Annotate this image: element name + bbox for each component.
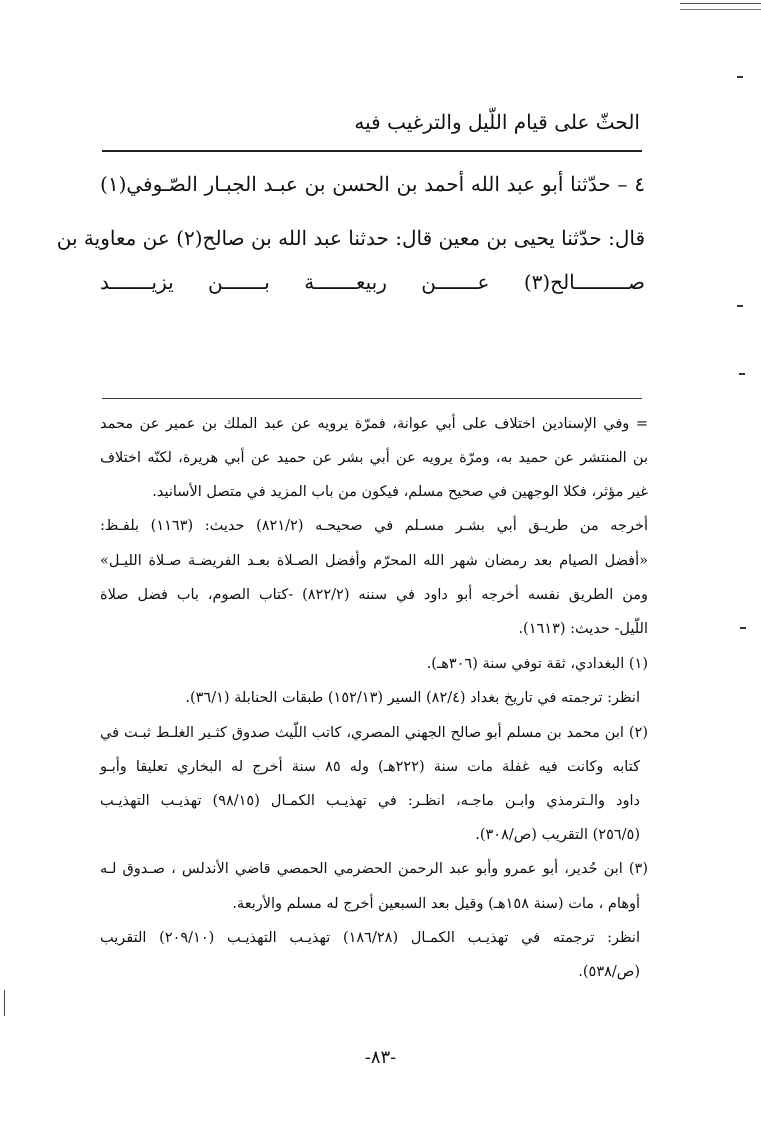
scan-speck: [739, 373, 745, 375]
main-line: ٤ – حدّثنا أبو عبد الله أحمد بن الحسن بن عبـد الجبـار الصّـوفي(١): [100, 172, 645, 196]
footnote-1: (١) البغدادي، ثقة توفي سنة (٣٠٦هـ).: [426, 656, 648, 672]
footnote-line: انظر: ترجمته في تاريخ بغداد (٨٢/٤) السير (١٥٢/١٣) طبقات الحنابلة (٣٦/١).: [185, 690, 640, 706]
footnote-line: كتابه وكانت فيه غفلة مات سنة (٢٢٢هـ) وله ٨٥ سنة أخرج له البخاري تعليقا وأبـو: [100, 759, 641, 775]
footnote-line: انظر: ترجمته في تهذيـب الكمـال (١٨٦/٢٨) تهذيـب التهذيـب (٢٠٩/١٠) التقريب: [100, 930, 640, 946]
header-rule: [102, 150, 642, 152]
footnote-line: داود والـترمذي وابـن ماجـه، انظـر: في تهذيـب الكمـال (٩٨/١٥) تهذيـب التهذيـب: [100, 793, 640, 809]
main-line: صـــــــــالح(٣) عـــــــن ربيعـــــــة بـــــــن يزيـــــــد: [100, 270, 645, 294]
footnote-line: بن المنتشر عن حميد به، ومرّة يرويه عن أبي بشر عن حميد عن أبي هريرة، لكنّه اختلاف: [100, 450, 648, 466]
footnote-line: اللّيل- حديث: (١٦١٣).: [518, 621, 648, 637]
footnote-line: أخرجه من طريـق أبي بشـر مسـلم في صحيحـه (٨٢١/٢) حديث: (١١٦٣) بلفـظ:: [100, 518, 648, 534]
frame-line: [680, 3, 761, 4]
main-line: قال: حدّثنا يحيى بن معين قال: حدثنا عبد الله بن صالح(٢) عن معاوية بن: [56, 226, 645, 250]
scan-speck: [740, 627, 746, 629]
running-header: الحثّ على قيام اللّيل والترغيب فيه: [354, 110, 640, 134]
footnote-line: ومن الطريق نفسه أخرجه أبو داود في سننه (٨٢٢/٢) -كتاب الصوم، باب فضل صلاة: [100, 587, 648, 603]
margin-mark: [4, 990, 5, 1016]
footnote-line: = وفي الإسنادين اختلاف على أبي عوانة، فمرّة يرويه عن عبد الملك بن عمير عن محمد: [100, 416, 648, 432]
scan-speck: [737, 305, 743, 307]
footnote-line: غير مؤثر، فكلا الوجهين في صحيح مسلم، فيكون من باب المزيد في متصل الأسانيد.: [152, 484, 648, 500]
footnote-2: (٢) ابن محمد بن مسلم أبو صالح الجهني المصري، كاتب اللّيث صدوق كثـير الغلـط ثبـت في: [100, 725, 648, 741]
footnote-line: (ص/٥٣٨).: [578, 964, 640, 980]
frame-line: [680, 9, 761, 10]
page-number: -٨٣-: [364, 1047, 397, 1068]
footnote-line: أوهام ، مات (سنة ١٥٨هـ) وقيل بعد السبعين أخرج له مسلم والأربعة.: [232, 896, 640, 912]
scan-speck: [737, 76, 743, 78]
footnote-rule: [102, 398, 642, 399]
footnote-3: (٣) ابن حُدير، أبو عمرو وأبو عبد الرحمن الحضرمي الحمصي قاضي الأندلس ، صـدوق لـه: [100, 861, 648, 877]
footnote-line: «أفضل الصيام بعد رمضان شهر الله المحرّم وأفضل الصـلاة بعـد الفريضـة صـلاة الليـل»: [100, 553, 648, 569]
footnote-line: (٢٥٦/٥) التقريب (ص/٣٠٨).: [475, 827, 640, 843]
